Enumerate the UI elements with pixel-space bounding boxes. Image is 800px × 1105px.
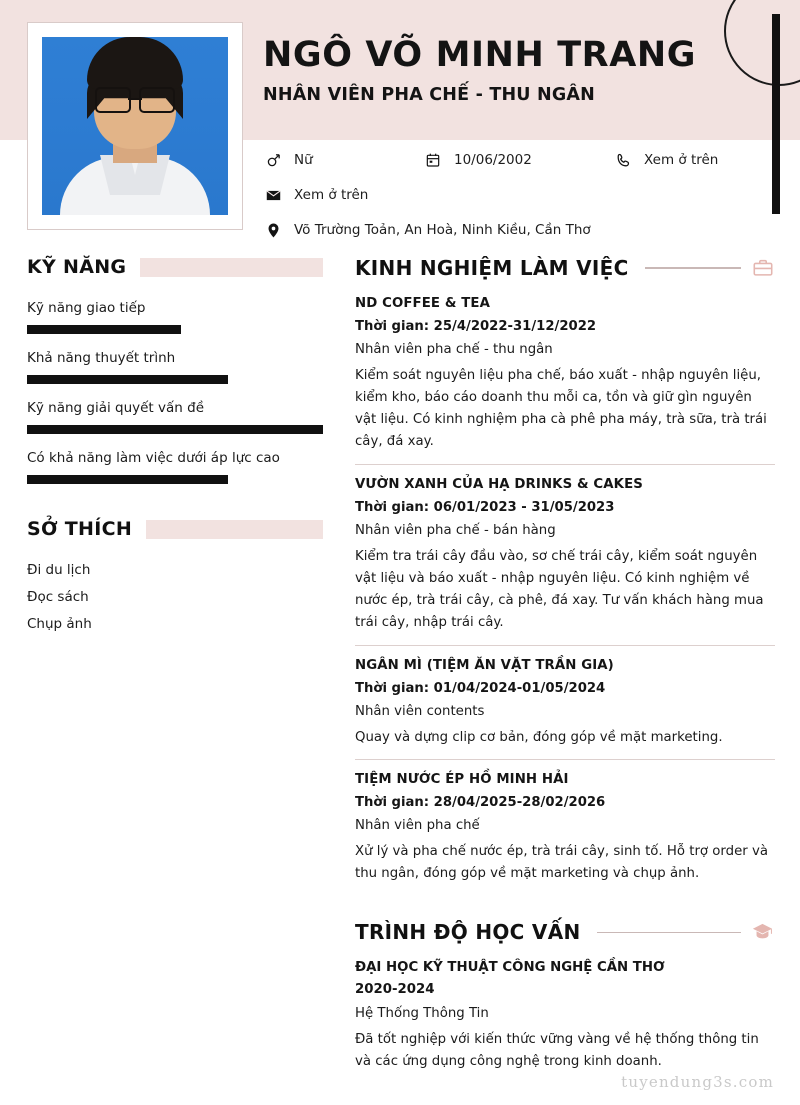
experience-item bbox=[355, 772, 775, 896]
contact-email bbox=[263, 185, 368, 205]
skill-bar bbox=[27, 475, 228, 484]
cv-header bbox=[0, 0, 800, 248]
contact-email-value: Xem ở trên bbox=[294, 187, 369, 203]
education-section-title bbox=[355, 920, 775, 944]
hobbies-section-title bbox=[27, 518, 323, 540]
contact-dob-value: 10/06/2002 bbox=[454, 152, 532, 168]
experience-list bbox=[355, 296, 775, 896]
right-column bbox=[355, 256, 775, 1073]
experience-time: Thời gian: 28/04/2025-28/02/2026 bbox=[355, 795, 606, 811]
experience-description: Kiểm soát nguyên liệu pha chế, báo xuất - nhập nguyên liệu, kiểm kho, báo cáo doanh thu mỗi ca, tồn và giữ gìn nguyên vật liệu. Có kinh nghiệm pha cà phê pha máy, trà sữa, trà trái cây, đá xay. bbox=[355, 368, 767, 449]
education-block bbox=[355, 960, 775, 1073]
experience-description: Quay và dựng clip cơ bản, đóng góp về mặt marketing. bbox=[355, 729, 723, 745]
location-pin-icon bbox=[263, 220, 283, 240]
experience-time: Thời gian: 06/01/2023 - 31/05/2023 bbox=[355, 499, 615, 515]
experience-title-text: KINH NGHIỆM LÀM VIỆC bbox=[355, 256, 629, 280]
skill-item bbox=[27, 300, 323, 334]
contact-phone bbox=[613, 150, 718, 170]
experience-item bbox=[355, 477, 775, 646]
skills-title-text: KỸ NĂNG bbox=[27, 256, 127, 278]
experience-role: Nhân viên pha chế - bán hàng bbox=[355, 522, 556, 538]
contact-address bbox=[263, 220, 591, 240]
contact-gender bbox=[263, 150, 423, 170]
experience-description: Xử lý và pha chế nước ép, trà trái cây, sinh tố. Hỗ trợ order và thu ngân, đóng góp về mặt marketing và chụp ảnh. bbox=[355, 844, 768, 882]
experience-time: Thời gian: 25/4/2022-31/12/2022 bbox=[355, 319, 597, 334]
contact-row-2 bbox=[263, 185, 760, 205]
candidate-job-title: NHÂN VIÊN PHA CHẾ - THU NGÂN bbox=[263, 85, 596, 106]
watermark: tuyendung3s.com bbox=[621, 1073, 774, 1091]
skill-label: Kỹ năng giao tiếp bbox=[27, 300, 146, 316]
candidate-name: NGÔ VÕ MINH TRANG bbox=[263, 35, 697, 75]
skill-bar bbox=[27, 325, 181, 334]
hobby-item: Chụp ảnh bbox=[27, 616, 92, 632]
skill-label: Kỹ năng giải quyết vấn đề bbox=[27, 400, 205, 416]
briefcase-icon bbox=[751, 257, 775, 279]
gender-icon bbox=[263, 150, 283, 170]
skills-list bbox=[27, 300, 323, 484]
experience-role: Nhân viên contents bbox=[355, 703, 485, 719]
experience-item bbox=[355, 296, 775, 465]
envelope-icon bbox=[263, 185, 283, 205]
contact-row-3 bbox=[263, 220, 760, 240]
portrait-photo bbox=[42, 37, 228, 215]
education-title-text: TRÌNH ĐỘ HỌC VẤN bbox=[355, 920, 581, 945]
experience-time: Thời gian: 01/04/2024-01/05/2024 bbox=[355, 680, 606, 696]
experience-role: Nhân viên pha chế - thu ngân bbox=[355, 342, 553, 357]
contact-address-value: Võ Trường Toản, An Hoà, Ninh Kiều, Cần Thơ bbox=[294, 222, 591, 238]
hobbies-title-bar bbox=[146, 520, 323, 539]
skill-label: Khả năng thuyết trình bbox=[27, 350, 176, 366]
skill-bar bbox=[27, 375, 228, 384]
experience-section-title bbox=[355, 256, 775, 280]
experience-company: ND COFFEE & TEA bbox=[355, 296, 490, 311]
contact-dob bbox=[423, 150, 613, 170]
education-years: 2020-2024 bbox=[355, 982, 435, 998]
education-school: ĐẠI HỌC KỸ THUẬT CÔNG NGHỆ CẦN THƠ bbox=[355, 960, 665, 976]
hobby-item: Đi du lịch bbox=[27, 562, 91, 578]
phone-icon bbox=[613, 150, 633, 170]
name-block bbox=[263, 36, 740, 105]
contact-gender-value: Nữ bbox=[294, 152, 313, 168]
photo-frame bbox=[27, 22, 243, 230]
experience-title-line bbox=[645, 267, 741, 269]
experience-company: VƯỜN XANH CỦA HẠ DRINKS & CAKES bbox=[355, 476, 643, 492]
contact-info bbox=[263, 150, 760, 255]
experience-company: TIỆM NƯỚC ÉP HỒ MINH HẢI bbox=[355, 772, 569, 788]
decorative-bar bbox=[772, 14, 780, 214]
cv-body bbox=[0, 256, 800, 1105]
skills-title-bar bbox=[140, 258, 323, 277]
left-column bbox=[27, 256, 323, 643]
contact-row-1 bbox=[263, 150, 760, 170]
education-title-line bbox=[597, 932, 741, 934]
experience-company: NGÂN MÌ (TIỆM ĂN VẶT TRẦN GIA) bbox=[355, 657, 614, 673]
skills-section-title bbox=[27, 256, 323, 278]
skill-item bbox=[27, 450, 323, 484]
calendar-icon bbox=[423, 150, 443, 170]
hobbies-title-text: SỞ THÍCH bbox=[27, 518, 133, 540]
skill-item bbox=[27, 400, 323, 434]
hobbies-list bbox=[27, 562, 323, 632]
contact-phone-value: Xem ở trên bbox=[644, 152, 719, 168]
skill-label: Có khả năng làm việc dưới áp lực cao bbox=[27, 450, 280, 466]
experience-role: Nhân viên pha chế bbox=[355, 818, 480, 834]
experience-item bbox=[355, 658, 775, 761]
hobby-item: Đọc sách bbox=[27, 589, 89, 605]
experience-description: Kiểm tra trái cây đầu vào, sơ chế trái cây, kiểm soát nguyên vật liệu và báo xuất - nhập nguyên liệu. Có kinh nghiệm về nước ép, trà trái cây, cà phê, đá xay. Tư vấn khách hàng mua trái cây, nhập trái cây. bbox=[355, 548, 764, 630]
education-major: Hệ Thống Thông Tin bbox=[355, 1006, 489, 1022]
skill-item bbox=[27, 350, 323, 384]
skill-bar bbox=[27, 425, 323, 434]
education-description: Đã tốt nghiệp với kiến thức vững vàng về hệ thống thông tin và các ứng dụng công nghệ trong kinh doanh. bbox=[355, 1032, 759, 1070]
graduation-cap-icon bbox=[750, 921, 775, 943]
